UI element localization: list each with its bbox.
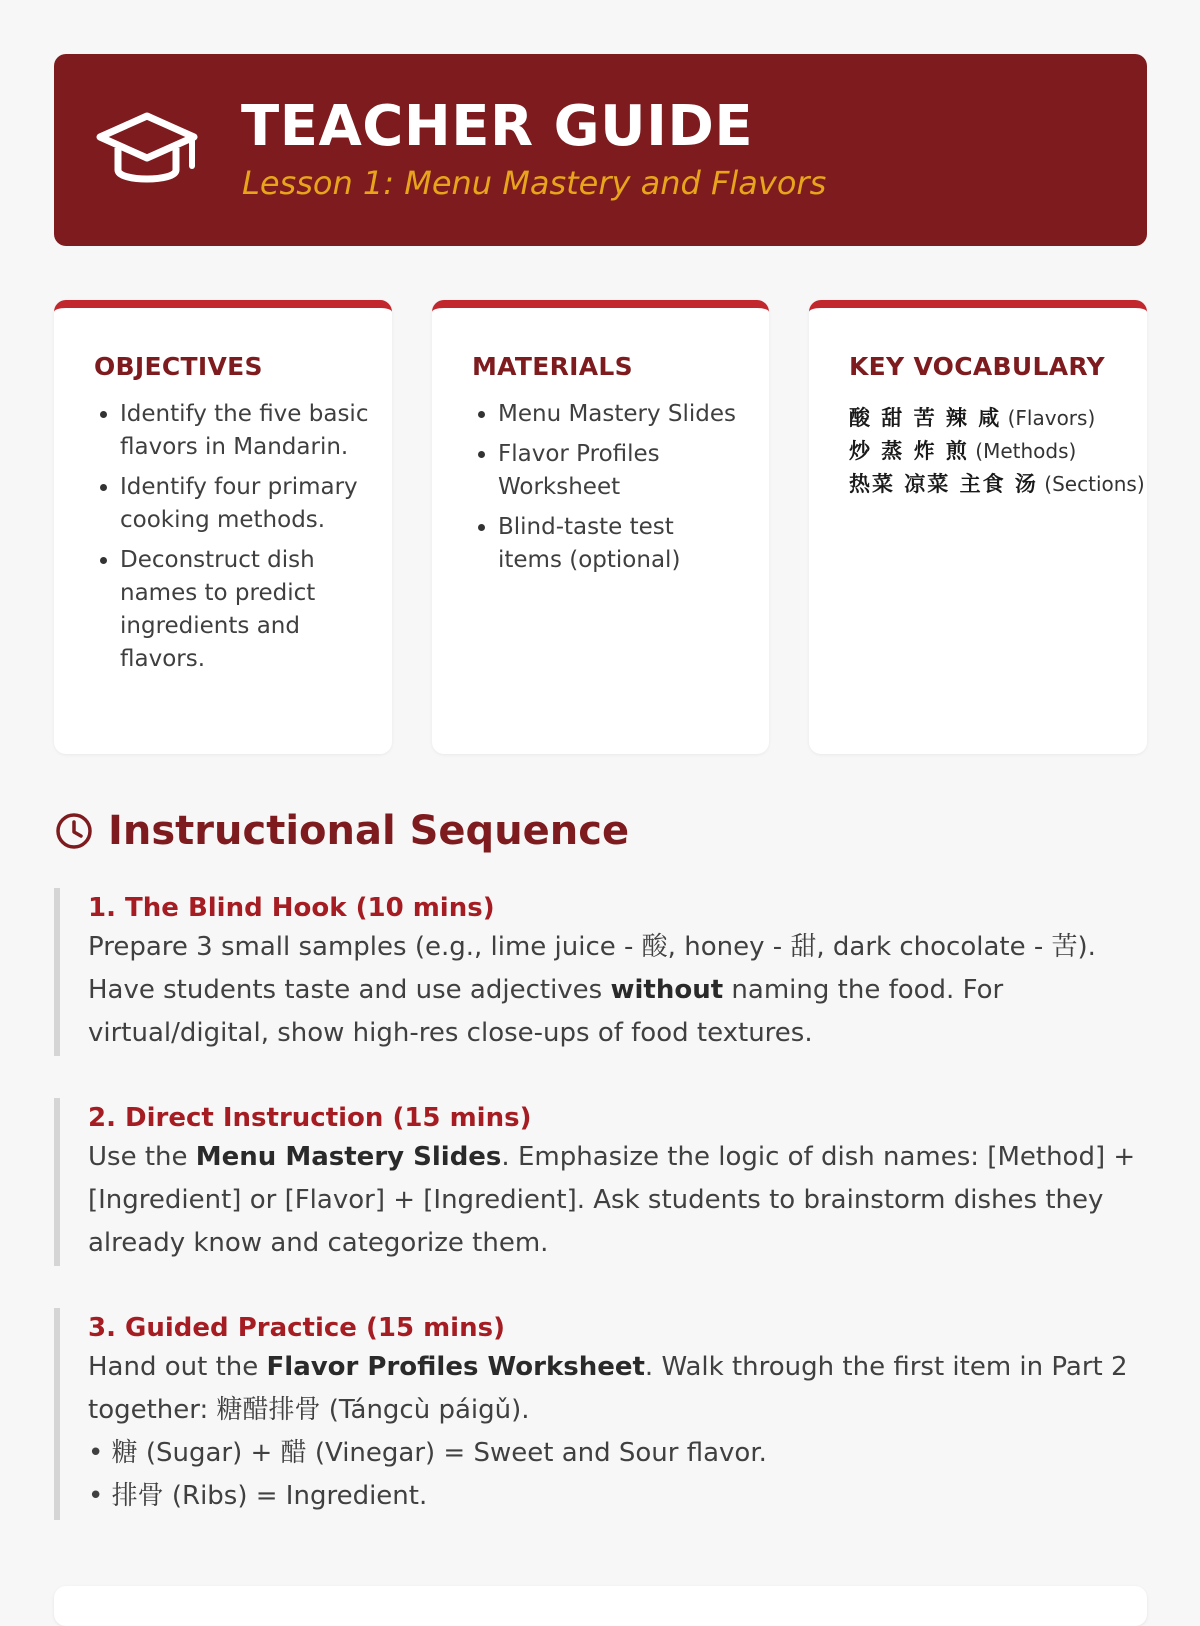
list-item: • Deconstruct dish names to predict ingredients and flavors.	[120, 544, 370, 676]
vocab-row: 炒 蒸 炸 煎 (Methods)	[849, 439, 1077, 463]
materials-title: MATERIALS	[472, 352, 633, 381]
step-heading: 1. The Blind Hook (10 mins)	[88, 893, 495, 923]
section-heading	[54, 806, 629, 856]
list-item: • Blind-taste test items (optional)	[498, 511, 688, 577]
materials-card	[432, 300, 769, 754]
vocabulary-title: KEY VOCABULARY	[849, 352, 1105, 381]
objectives-card	[54, 300, 392, 754]
step-bullet: • 排骨 (Ribs) = Ingredient.	[88, 1481, 428, 1511]
vocab-row: 酸 甜 苦 辣 咸 (Flavors)	[849, 406, 1096, 430]
step-text: Hand out the Flavor Profiles Worksheet. Walk through the first item in Part 2 together: 糖醋排骨 (Tángcù páigǔ).	[88, 1352, 1128, 1425]
objectives-title: OBJECTIVES	[94, 352, 263, 381]
section-title: Instructional Sequence	[108, 808, 630, 854]
clock-icon	[54, 811, 94, 851]
page-title: TEACHER GUIDE	[241, 94, 754, 159]
list-item: • Identify the five basic flavors in Mandarin.	[120, 398, 370, 464]
list-item: • Flavor Profiles Worksheet	[498, 438, 688, 504]
lesson-subtitle: Lesson 1: Menu Mastery and Flavors	[242, 164, 827, 202]
step-text: Prepare 3 small samples (e.g., lime juice - 酸, honey - 甜, dark chocolate - 苦). Have students taste and use adjectives without naming the food. For virtual/digital, show high-res close-ups of food textures.	[88, 932, 1096, 1048]
sequence-step-1	[54, 888, 1154, 1056]
step-bullet: • 糖 (Sugar) + 醋 (Vinegar) = Sweet and Sour flavor.	[88, 1438, 767, 1468]
sequence-step-2	[54, 1098, 1154, 1266]
list-item: • Menu Mastery Slides	[498, 398, 768, 431]
next-card	[54, 1586, 1147, 1626]
materials-list	[472, 398, 768, 584]
step-text: Use the Menu Mastery Slides. Emphasize the logic of dish names: [Method] + [Ingredient] or [Flavor] + [Ingredient]. Ask students to brainstorm dishes they already know and categorize them.	[88, 1142, 1136, 1258]
list-item: • Identify four primary cooking methods.	[120, 471, 370, 537]
step-heading: 3. Guided Practice (15 mins)	[88, 1313, 505, 1343]
vocab-row: 热菜 凉菜 主食 汤 (Sections)	[849, 472, 1145, 496]
objectives-list	[94, 398, 370, 683]
vocabulary-card	[809, 300, 1147, 754]
vocabulary-list	[849, 402, 1145, 501]
header-banner	[54, 54, 1147, 246]
graduation-cap-icon	[96, 110, 198, 190]
sequence-step-3	[54, 1308, 1154, 1520]
step-heading: 2. Direct Instruction (15 mins)	[88, 1103, 532, 1133]
